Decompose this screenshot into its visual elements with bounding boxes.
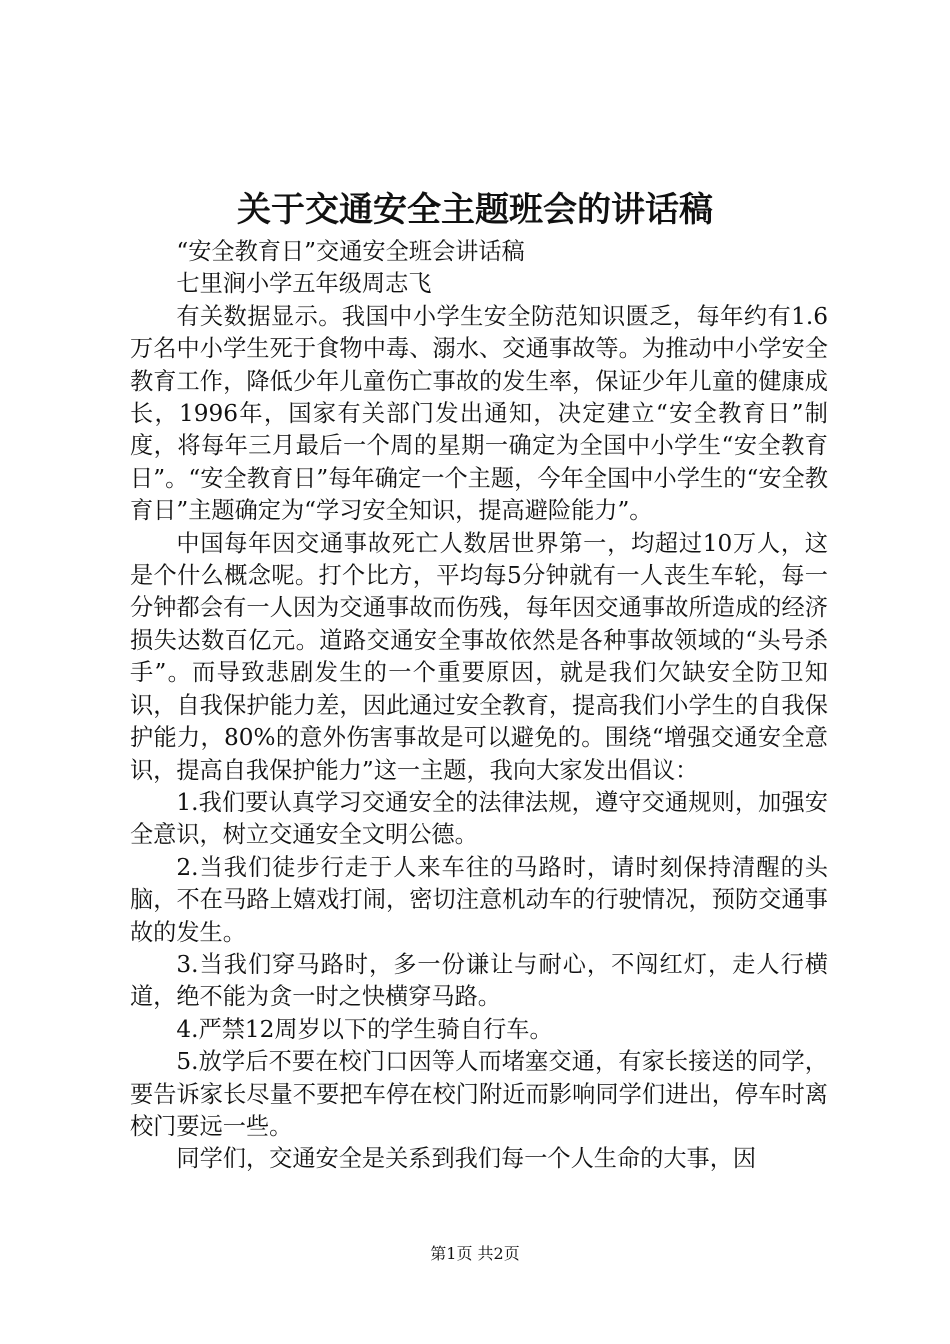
proposal-item: 3.当我们穿马路时，多一份谦让与耐心，不闯红灯，走人行横道，绝不能为贪一时之快横穿马路。 — [130, 950, 828, 1011]
proposal-item: 2.当我们徒步行走于人来车往的马路时，请时刻保持清醒的头脑，不在马路上嬉戏打闹，密切注意机动车的行驶情况，预防交通事故的发生。 — [130, 853, 828, 946]
subtitle-line: “安全教育日”交通安全班会讲话稿 — [176, 238, 525, 265]
paragraph: 中国每年因交通事故死亡人数居世界第一，均超过10万人，这是个什么概念呢。打个比方，平均每5分钟就有一人丧生车轮，每一分钟都会有一人因为交通事故而伤残，每年因交通事故所造成的经济损失达数百亿元。道路交通安全事故依然是各种事故领域的“头号杀手”。而导致悲剧发生的一个重要原因，就是我们欠缺安全防卫知识，自我保护能力差，因此通过安全教育，提高我们小学生的自我保护能力，80%的意外伤害事故是可以避免的。围绕“增强交通安全意识，提高自我保护能力”这一主题，我向大家发出倡议： — [130, 529, 828, 784]
author-line: 七里涧小学五年级周志飞 — [176, 270, 432, 298]
document-body — [130, 236, 828, 1176]
paragraph: 有关数据显示。我国中小学生安全防范知识匮乏，每年约有1.6万名中小学生死于食物中毒、溺水、交通事故等。为推动中小学安全教育工作，降低少年儿童伤亡事故的发生率，保证少年儿童的健康成长，1996年，国家有关部门发出通知，决定建立“安全教育日”制度，将每年三月最后一个周的星期一确定为全国中小学生“安全教育日”。“安全教育日”每年确定一个主题，今年全国中小学生的“安全教育日”主题确定为“学习安全知识，提高避险能力”。 — [130, 302, 828, 525]
page-footer: 第1页 共2页 — [430, 1244, 520, 1263]
proposal-item: 5.放学后不要在校门口因等人而堵塞交通，有家长接送的同学，要告诉家长尽量不要把车停在校门附近而影响同学们进出，停车时离校门要远一些。 — [130, 1048, 828, 1140]
paragraph: 同学们，交通安全是关系到我们每一个人生命的大事，因 — [176, 1145, 757, 1173]
proposal-item: 1.我们要认真学习交通安全的法律法规，遵守交通规则，加强安全意识，树立交通安全文明公德。 — [130, 788, 828, 849]
document-title: 关于交通安全主题班会的讲话稿 — [237, 190, 713, 230]
proposal-item: 4.严禁12周岁以下的学生骑自行车。 — [176, 1015, 553, 1043]
